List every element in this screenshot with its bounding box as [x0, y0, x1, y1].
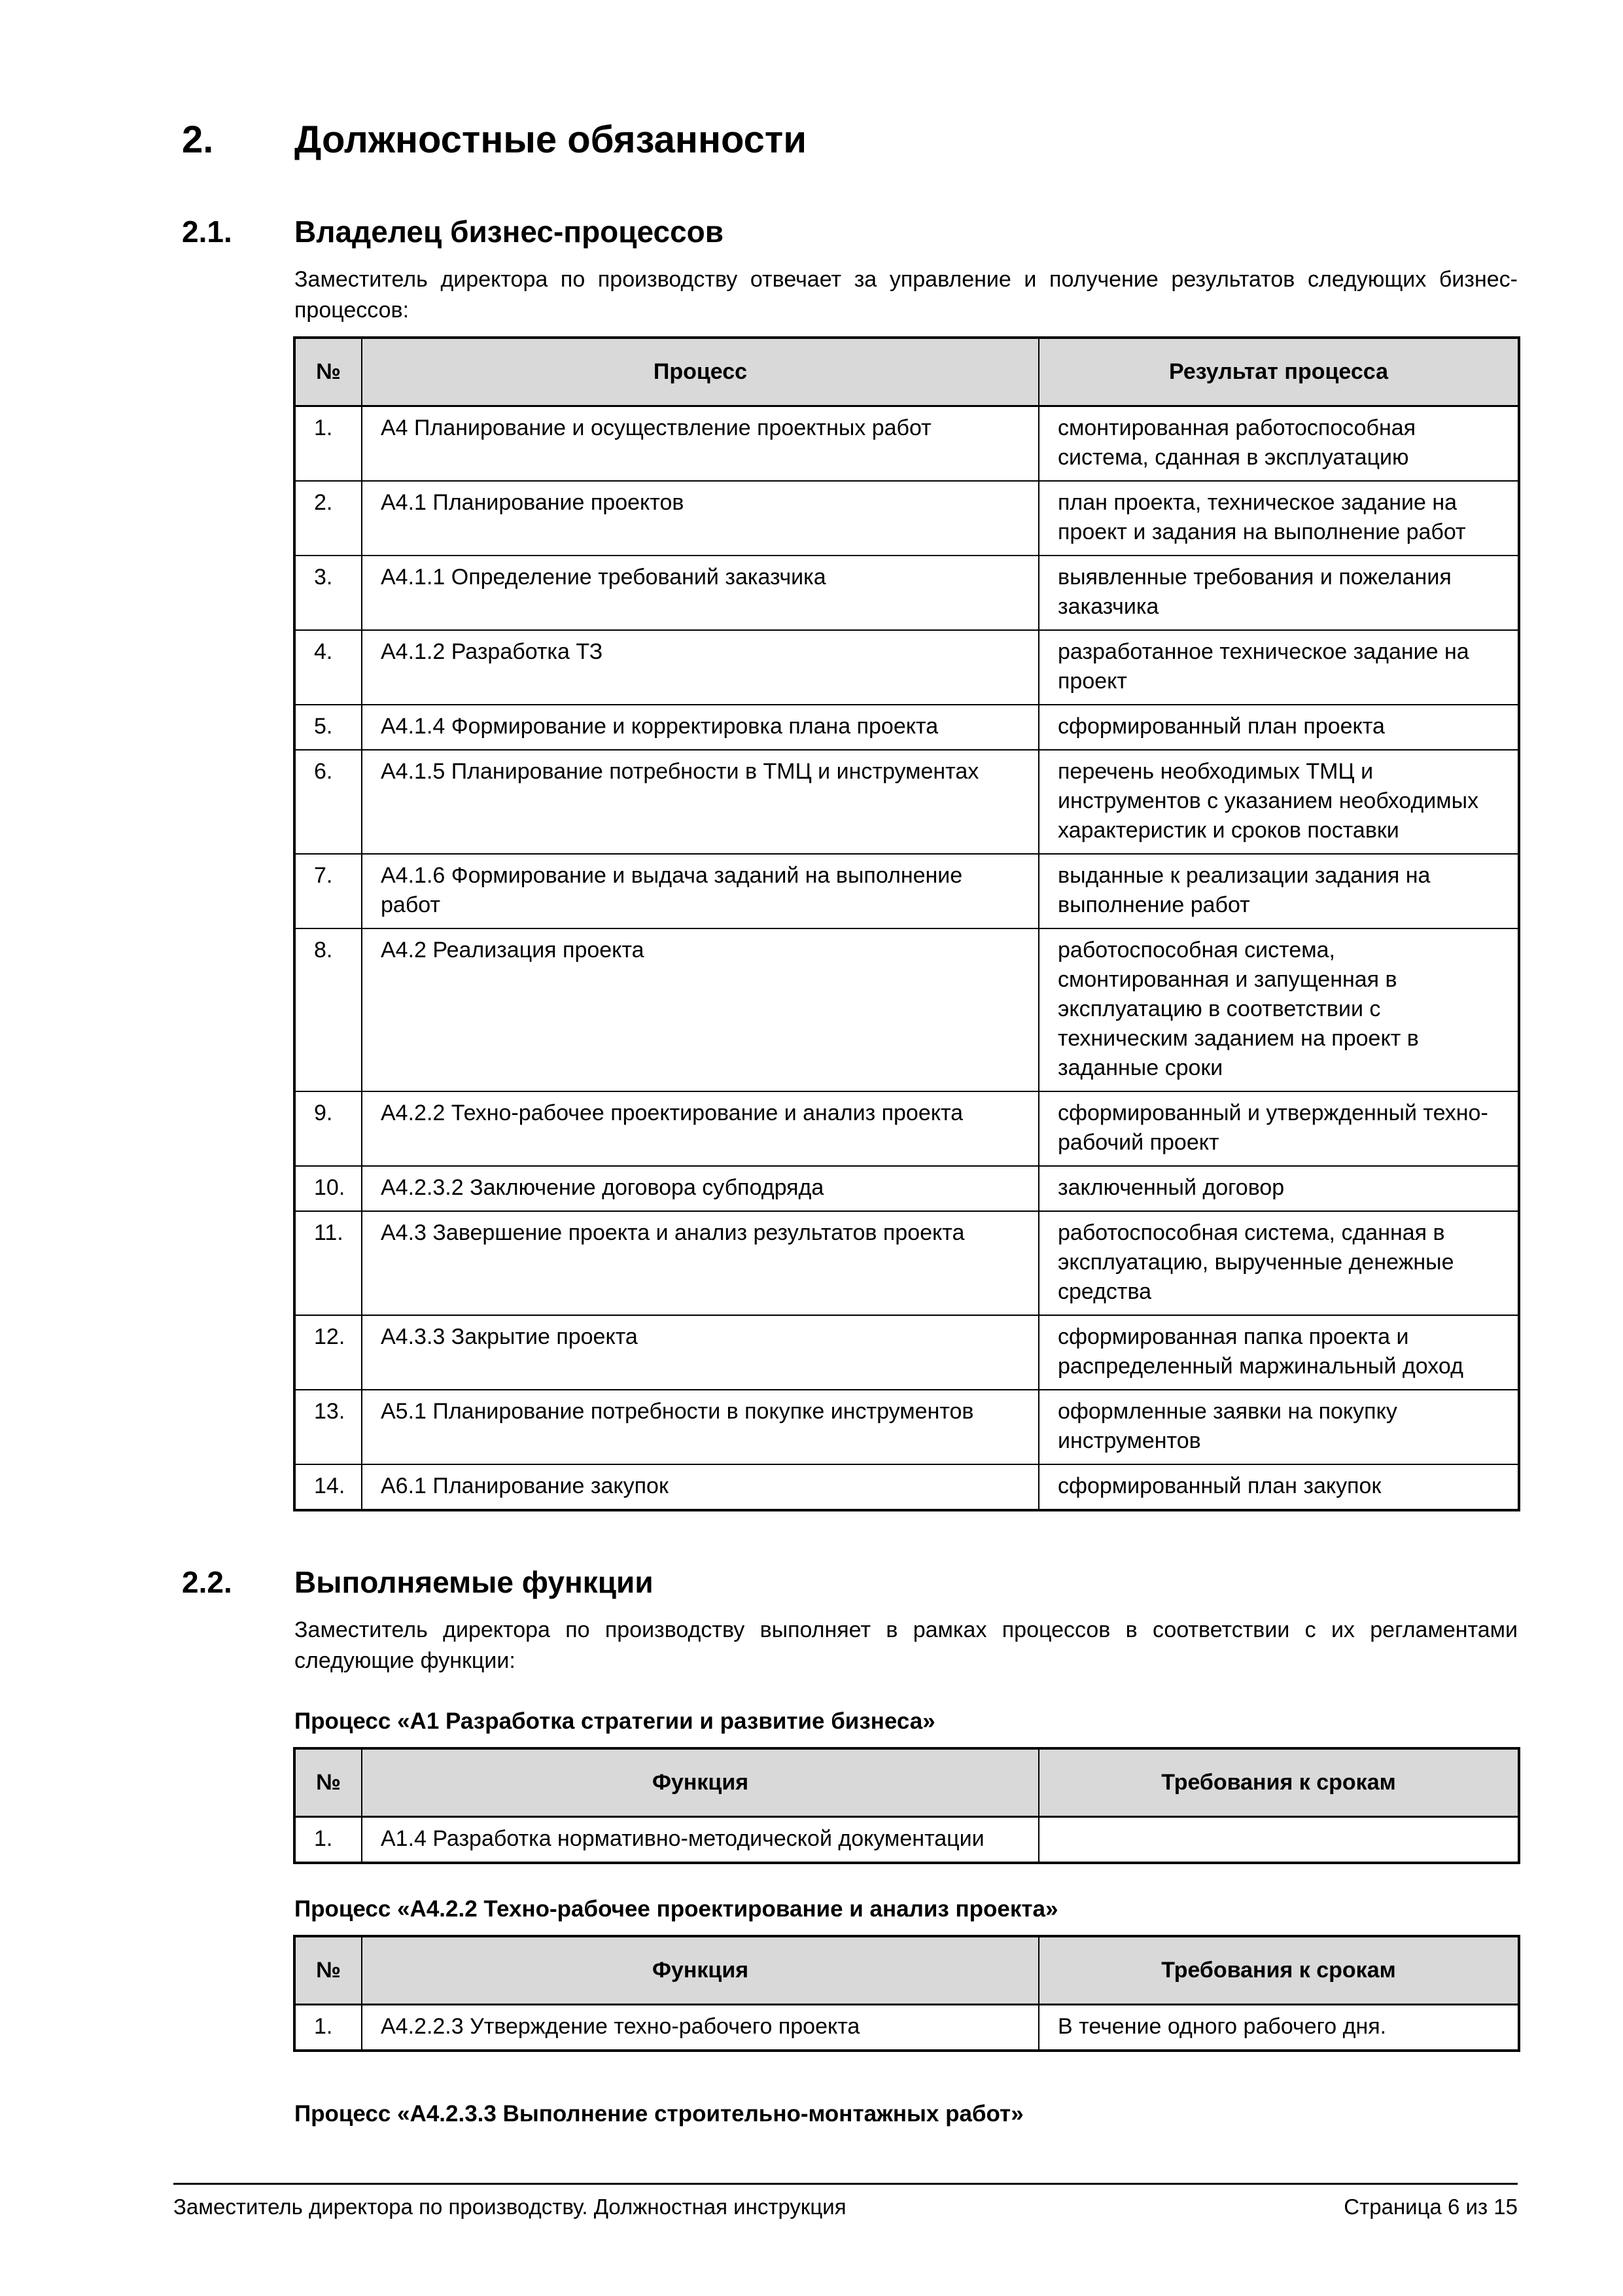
cell-result: сформированная папка проекта и распределенный маржинальный доход	[1039, 1315, 1519, 1390]
footer-document-title: Заместитель директора по производству. Должностная инструкция	[173, 2195, 846, 2219]
table-row	[294, 1211, 1519, 1315]
section-2-2-number: 2.2.	[182, 1565, 232, 1599]
footer-page-number: Страница 6 из 15	[1344, 2195, 1518, 2219]
table-row	[294, 1091, 1519, 1166]
col-header-num: №	[294, 1936, 362, 2005]
table-row	[294, 556, 1519, 630]
table-row	[294, 481, 1519, 556]
cell-num: 6.	[294, 750, 362, 854]
table-header-row	[294, 1748, 1519, 1817]
cell-num: 3.	[294, 556, 362, 630]
process-heading-a4233: Процесс «А4.2.3.3 Выполнение строительно-монтажных работ»	[294, 2101, 1024, 2127]
section-2-2-intro: Заместитель директора по производству выполняет в рамках процессов в соответствии с их регламентами следующие функции:	[294, 1617, 1518, 1673]
page-title	[182, 119, 1518, 161]
cell-result: сформированный план проекта	[1039, 705, 1519, 750]
table-row	[294, 750, 1519, 854]
functions-table-a422	[293, 1935, 1520, 2052]
table-row	[294, 1315, 1519, 1390]
cell-process: А4 Планирование и осуществление проектных работ	[362, 406, 1039, 482]
cell-result: сформированный план закупок	[1039, 1464, 1519, 1510]
col-header-function: Функция	[362, 1936, 1039, 2005]
cell-num: 12.	[294, 1315, 362, 1390]
cell-process: А4.2.2 Техно-рабочее проектирование и анализ проекта	[362, 1091, 1039, 1166]
page-footer	[173, 2183, 1518, 2220]
cell-num: 1.	[294, 406, 362, 482]
cell-num: 10.	[294, 1166, 362, 1211]
cell-deadline	[1039, 1817, 1519, 1863]
table-row	[294, 928, 1519, 1091]
cell-num: 1.	[294, 1817, 362, 1863]
cell-process: А4.2.3.2 Заключение договора субподряда	[362, 1166, 1039, 1211]
cell-process: А4.3 Завершение проекта и анализ результатов проекта	[362, 1211, 1039, 1315]
table-row	[294, 406, 1519, 482]
cell-process: А5.1 Планирование потребности в покупке инструментов	[362, 1390, 1039, 1464]
cell-function: А1.4 Разработка нормативно-методической документации	[362, 1817, 1039, 1863]
section-heading-2-1	[182, 213, 1518, 250]
cell-num: 9.	[294, 1091, 362, 1166]
cell-num: 4.	[294, 630, 362, 705]
process-heading-a422: Процесс «А4.2.2 Техно-рабочее проектирование и анализ проекта»	[294, 1896, 1058, 1922]
section-2-2-text: Выполняемые функции	[294, 1565, 654, 1599]
col-header-deadline: Требования к срокам	[1039, 1748, 1519, 1817]
cell-process: А4.1.6 Формирование и выдача заданий на выполнение работ	[362, 854, 1039, 928]
page-title-text: Должностные обязанности	[294, 118, 807, 161]
col-header-result: Результат процесса	[1039, 338, 1519, 406]
cell-result: оформленные заявки на покупку инструментов	[1039, 1390, 1519, 1464]
cell-process: А4.1.2 Разработка ТЗ	[362, 630, 1039, 705]
cell-process: А4.2 Реализация проекта	[362, 928, 1039, 1091]
table-row	[294, 1817, 1519, 1863]
cell-result: заключенный договор	[1039, 1166, 1519, 1211]
col-header-function: Функция	[362, 1748, 1039, 1817]
cell-result: выявленные требования и пожелания заказчика	[1039, 556, 1519, 630]
cell-result: смонтированная работоспособная система, сданная в эксплуатацию	[1039, 406, 1519, 482]
table-header-row	[294, 1936, 1519, 2005]
section-2-1-number: 2.1.	[182, 215, 232, 249]
cell-result: перечень необходимых ТМЦ и инструментов с указанием необходимых характеристик и сроков поставки	[1039, 750, 1519, 854]
functions-table-a1	[293, 1747, 1520, 1864]
cell-num: 11.	[294, 1211, 362, 1315]
table-row	[294, 1166, 1519, 1211]
table-row	[294, 854, 1519, 928]
cell-result: сформированный и утвержденный техно-рабочий проект	[1039, 1091, 1519, 1166]
cell-result: выданные к реализации задания на выполнение работ	[1039, 854, 1519, 928]
col-header-process: Процесс	[362, 338, 1039, 406]
cell-num: 13.	[294, 1390, 362, 1464]
cell-process: А4.1.1 Определение требований заказчика	[362, 556, 1039, 630]
process-heading-a1: Процесс «А1 Разработка стратегии и развитие бизнеса»	[294, 1708, 935, 1734]
table-header-row	[294, 338, 1519, 406]
cell-process: А4.1.5 Планирование потребности в ТМЦ и инструментах	[362, 750, 1039, 854]
cell-result: план проекта, техническое задание на проект и задания на выполнение работ	[1039, 481, 1519, 556]
cell-process: А6.1 Планирование закупок	[362, 1464, 1039, 1510]
cell-function: А4.2.2.3 Утверждение техно-рабочего проекта	[362, 2005, 1039, 2051]
cell-num: 2.	[294, 481, 362, 556]
table-row	[294, 2005, 1519, 2051]
cell-num: 1.	[294, 2005, 362, 2051]
cell-result: разработанное техническое задание на проект	[1039, 630, 1519, 705]
cell-result: работоспособная система, смонтированная и запущенная в эксплуатацию в соответствии с техническим заданием на проект в заданные сроки	[1039, 928, 1519, 1091]
table-row	[294, 1464, 1519, 1510]
cell-deadline: В течение одного рабочего дня.	[1039, 2005, 1519, 2051]
cell-num: 8.	[294, 928, 362, 1091]
cell-num: 7.	[294, 854, 362, 928]
page-title-number: 2.	[182, 118, 214, 161]
cell-num: 14.	[294, 1464, 362, 1510]
section-2-1-intro: Заместитель директора по производству отвечает за управление и получение результатов следующих бизнес-процессов:	[294, 267, 1518, 323]
table-row	[294, 1390, 1519, 1464]
section-2-1-text: Владелец бизнес-процессов	[294, 215, 724, 249]
cell-process: А4.1 Планирование проектов	[362, 481, 1039, 556]
section-heading-2-2	[182, 1564, 1518, 1600]
col-header-num: №	[294, 338, 362, 406]
table-row	[294, 630, 1519, 705]
cell-process: А4.1.4 Формирование и корректировка плана проекта	[362, 705, 1039, 750]
cell-result: работоспособная система, сданная в эксплуатацию, вырученные денежные средства	[1039, 1211, 1519, 1315]
col-header-num: №	[294, 1748, 362, 1817]
table-row	[294, 705, 1519, 750]
business-processes-table	[293, 336, 1520, 1511]
cell-process: А4.3.3 Закрытие проекта	[362, 1315, 1039, 1390]
cell-num: 5.	[294, 705, 362, 750]
col-header-deadline: Требования к срокам	[1039, 1936, 1519, 2005]
